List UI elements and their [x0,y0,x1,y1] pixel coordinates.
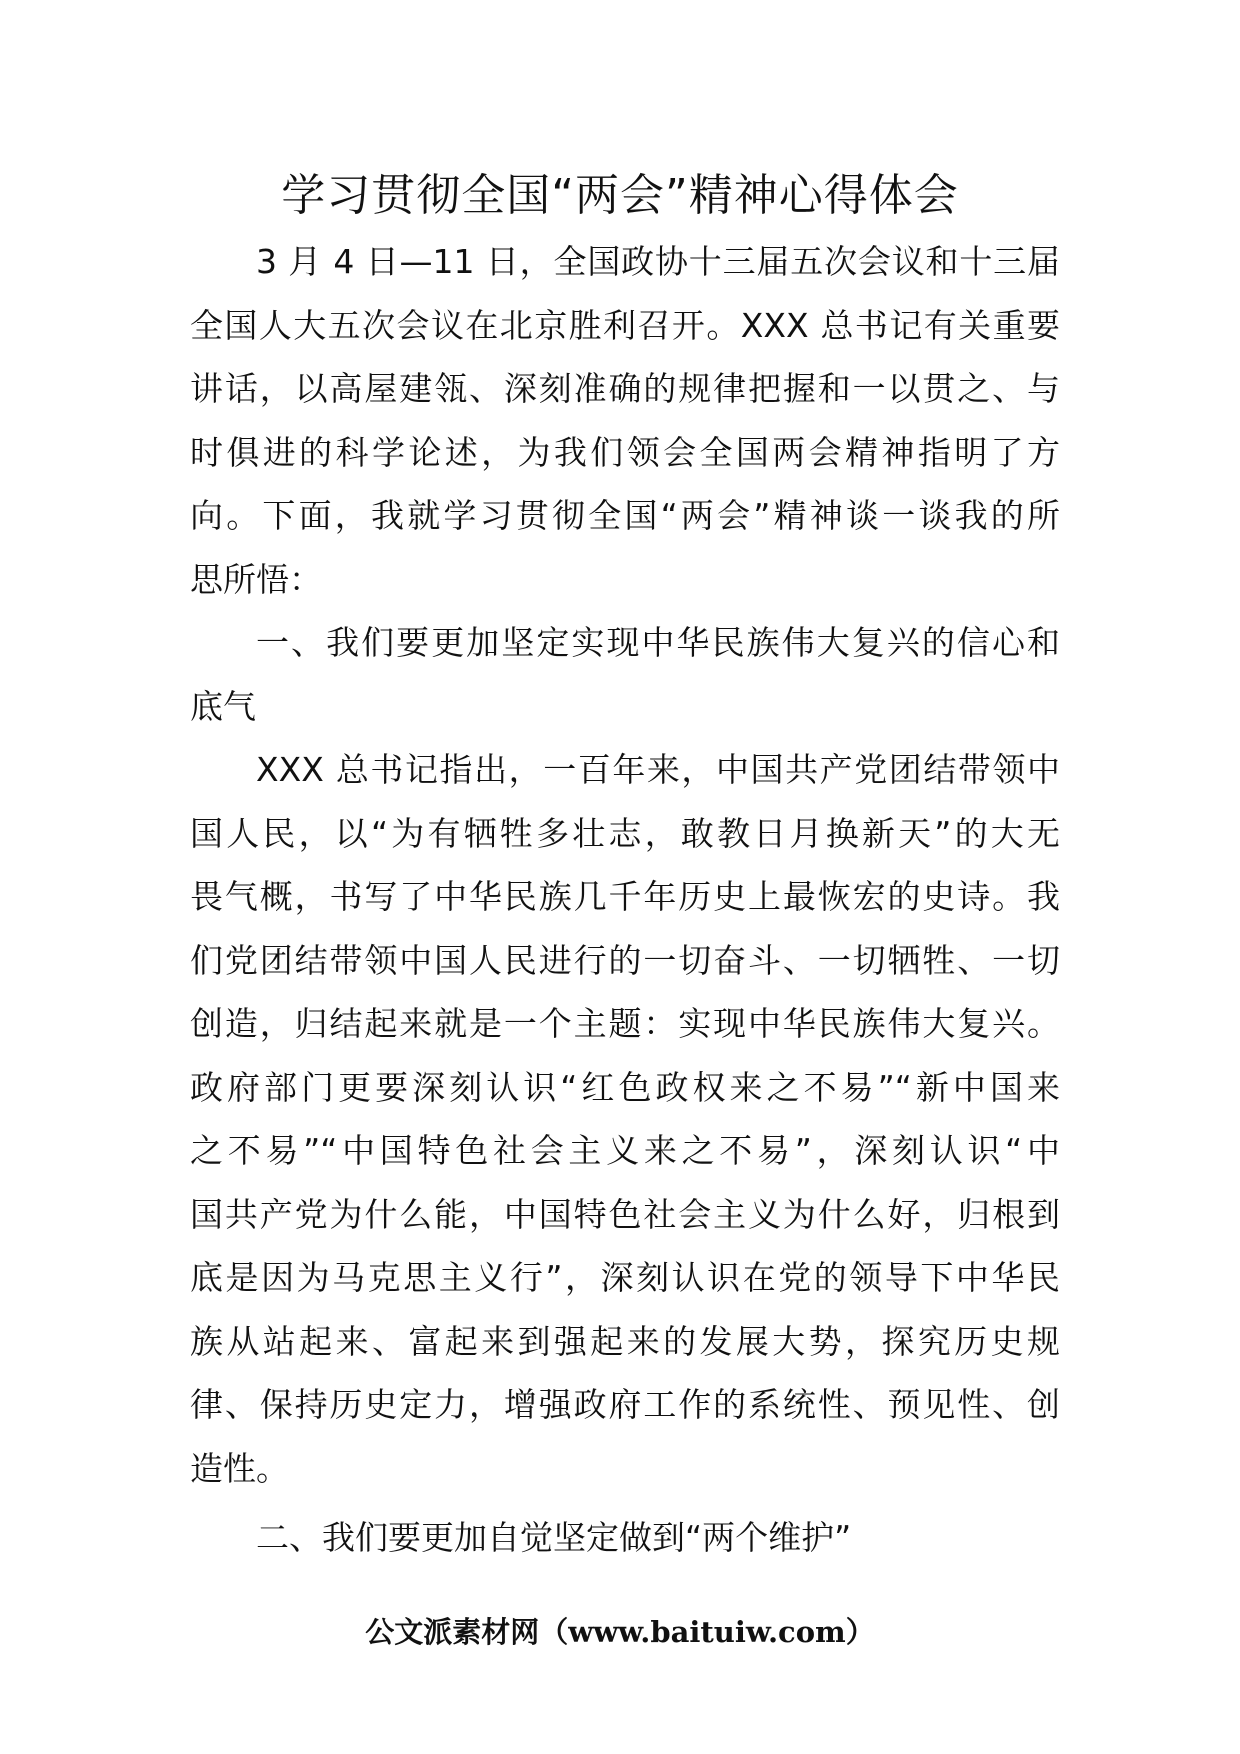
paragraph-1-line-4: 时俱进的科学论述，为我们领会全国两会精神指明了方 [190,432,1060,472]
paragraph-1-line-5: 向。下面，我就学习贯彻全国“两会”精神谈一谈我的所 [190,496,1060,535]
paragraph-2-line-1: XXX 总书记指出，一百年来，中国共产党团结带领中 [256,750,1060,789]
paragraph-2-line-9: 底是因为马克思主义行”，深刻认识在党的领导下中华民 [190,1258,1060,1297]
paragraph-2-line-12: 造性。 [190,1448,289,1488]
paragraph-2-line-2: 国人民，以“为有牺牲多壮志，敢教日月换新天”的大无 [190,813,1060,853]
section-heading-1-line-1: 一、我们要更加坚定实现中华民族伟大复兴的信心和 [256,623,1060,662]
paragraph-1-line-3: 讲话，以高屋建瓴、深刻准确的规律把握和一以贯之、与 [190,369,1060,408]
paragraph-2-line-6: 政府部门更要深刻认识“红色政权来之不易”“新中国来 [190,1067,1060,1107]
section-heading-2-line-1: 二、我们要更加自觉坚定做到“两个维护” [256,1518,852,1557]
paragraph-1-line-6: 思所悟： [190,559,322,599]
document-body [190,230,1060,1570]
paragraph-2-line-11: 律、保持历史定力，增强政府工作的系统性、预见性、创 [190,1385,1060,1424]
section-heading-1-line-2: 底气 [190,686,256,726]
paragraph-2-line-8: 国共产党为什么能，中国特色社会主义为什么好，归根到 [190,1194,1060,1234]
paragraph-2-line-3: 畏气概，书写了中华民族几千年历史上最恢宏的史诗。我 [190,877,1060,916]
paragraph-2-line-5: 创造，归结起来就是一个主题：实现中华民族伟大复兴。 [190,1004,1060,1043]
paragraph-2-line-7: 之不易”“中国特色社会主义来之不易”，深刻认识“中 [190,1131,1060,1170]
document-title: 学习贯彻全国“两会”精神心得体会 [281,170,959,221]
paragraph-1-line-2: 全国人大五次会议在北京胜利召开。XXX 总书记有关重要 [190,305,1060,345]
watermark-footer: 公文派素材网（www.baituiw.com） [365,1615,875,1649]
paragraph-1-line-1: 3 月 4 日—11 日，全国政协十三届五次会议和十三届 [256,242,1060,281]
paragraph-2-line-4: 们党团结带领中国人民进行的一切奋斗、一切牺牲、一切 [190,940,1060,980]
paragraph-2-line-10: 族从站起来、富起来到强起来的发展大势，探究历史规 [190,1321,1060,1361]
